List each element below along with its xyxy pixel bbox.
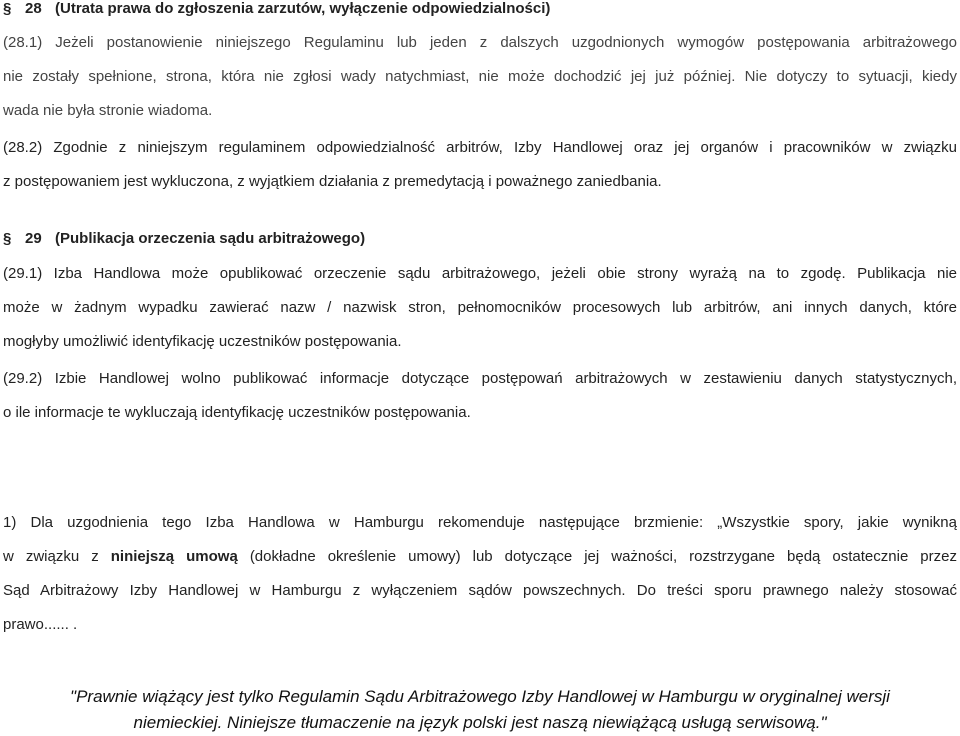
section-29-heading [3, 230, 365, 248]
footnote-line: Sąd Arbitrażowy Izby Handlowej w Hamburgu z wyłączeniem sądów powszechnych. Do treści sporu prawnego należy stosować [3, 582, 957, 599]
footnote-text: w związku z [3, 548, 111, 565]
section-number: 29 [25, 230, 42, 247]
footnote-line [3, 540, 957, 574]
paragraph-29-2 [3, 362, 957, 430]
footnote-text: (dokładne określenie umowy) lub dotyczące jej ważności, rozstrzygane będą ostatecznie przez [237, 548, 957, 565]
disclaimer-line: "Prawnie wiążący jest tylko Regulamin Sądu Arbitrażowego Izby Handlowej w Hamburgu w oryginalnej wersji [70, 687, 890, 706]
section-title: (Publikacja orzeczenia sądu arbitrażowego) [55, 230, 366, 247]
paragraph-line: nie zostały spełnione, strona, która nie zgłosi wady natychmiast, nie może dochodzić jej już później. Nie dotyczy to sytuacji, kiedy [3, 68, 957, 85]
paragraph-line: (28.1) Jeżeli postanowienie niniejszego Regulaminu lub jeden z dalszych uzgodnionych wymogów postępowania arbitrażowego [3, 34, 957, 51]
paragraph-line: (29.1) Izba Handlowa może opublikować orzeczenie sądu arbitrażowego, jeżeli obie strony wyrażą na to zgodę. Publikacja nie [3, 265, 957, 282]
paragraph-line: wada nie była stronie wiadoma. [3, 102, 213, 119]
footnote [3, 506, 957, 642]
paragraph-28-2 [3, 131, 957, 199]
section-symbol: § [3, 230, 12, 247]
paragraph-line: (28.2) Zgodnie z niniejszym regulaminem odpowiedzialność arbitrów, Izby Handlowej oraz jej organów i pracowników w związku [3, 139, 957, 156]
footnote-line: 1) Dla uzgodnienia tego Izba Handlowa w Hamburgu rekomenduje następujące brzmienie: „Wszystkie spory, jakie wynikną [3, 514, 957, 531]
paragraph-line: z postępowaniem jest wykluczona, z wyjątkiem działania z premedytacją i poważnego zaniedbania. [3, 173, 662, 190]
section-symbol: § [3, 0, 12, 17]
section-number: 28 [25, 0, 42, 17]
section-28-heading [3, 0, 550, 18]
paragraph-line: (29.2) Izbie Handlowej wolno publikować informacje dotyczące postępowań arbitrażowych w zestawieniu danych statystycznych, [3, 370, 957, 387]
section-title: (Utrata prawa do zgłoszenia zarzutów, wyłączenie odpowiedzialności) [55, 0, 551, 17]
paragraph-29-1 [3, 257, 957, 359]
paragraph-line: może w żadnym wypadku zawierać nazw / nazwisk stron, pełnomocników procesowych lub arbitrów, ani innych danych, które [3, 299, 957, 316]
paragraph-line: mogłyby umożliwić identyfikację uczestników postępowania. [3, 333, 402, 350]
footnote-line: prawo...... . [3, 616, 78, 633]
paragraph-line: o ile informacje te wykluczają identyfikację uczestników postępowania. [3, 404, 471, 421]
translation-disclaimer [3, 684, 957, 736]
footnote-bold-text: niniejszą umową [110, 548, 238, 565]
paragraph-28-1 [3, 26, 957, 128]
disclaimer-line: niemieckiej. Niniejsze tłumaczenie na język polski jest naszą niewiążącą usługą serwisową." [133, 713, 827, 732]
